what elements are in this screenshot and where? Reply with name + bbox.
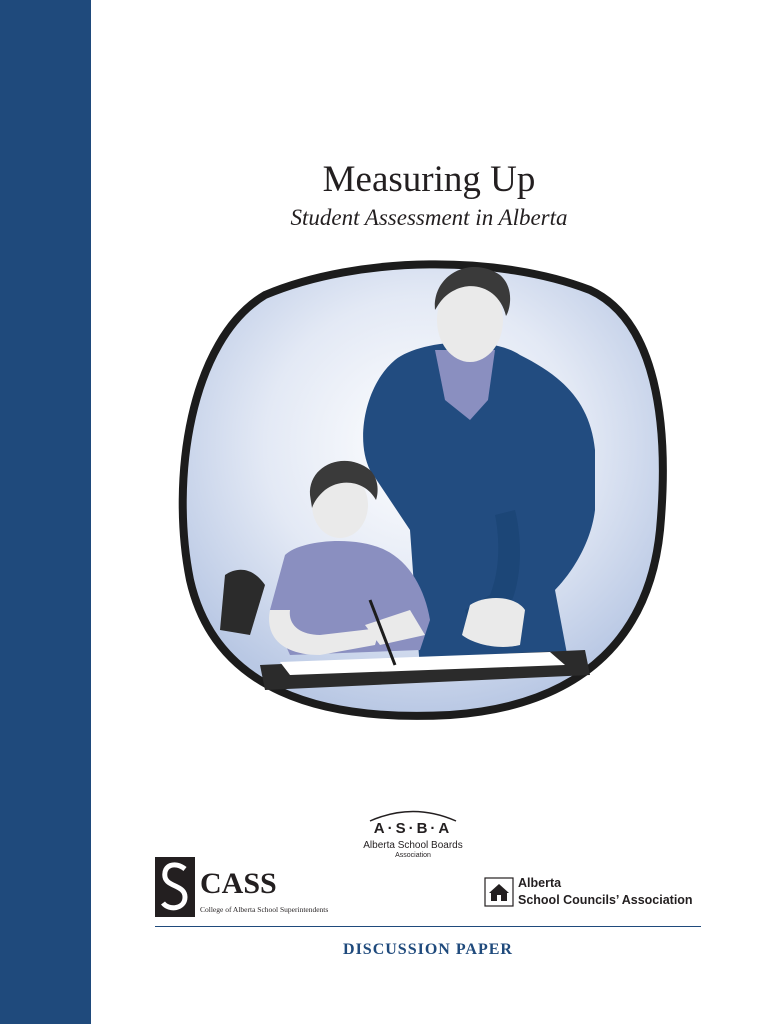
asba-name: Alberta School Boards <box>363 840 463 851</box>
asca-logo <box>484 874 706 914</box>
footer-label: DISCUSSION PAPER <box>343 941 513 958</box>
blue-side-bar <box>0 0 91 1024</box>
cover-title: Measuring Up <box>322 159 536 200</box>
cass-logo <box>155 855 375 925</box>
cass-name: CASS <box>200 867 277 900</box>
asca-line1: Alberta <box>518 876 562 890</box>
asca-line2: School Councils’ Association <box>518 893 693 907</box>
asba-sub: Association <box>395 852 431 859</box>
footer-divider <box>155 926 701 927</box>
asca-schoolhouse-icon <box>484 877 514 907</box>
cover-subtitle: Student Assessment in Alberta <box>290 205 568 230</box>
teacher-student-illustration <box>170 250 670 725</box>
cass-s-mark-icon <box>155 855 195 919</box>
asba-letters: A·S·B·A <box>373 820 453 837</box>
cass-sub: College of Alberta School Superintendents <box>200 905 329 914</box>
